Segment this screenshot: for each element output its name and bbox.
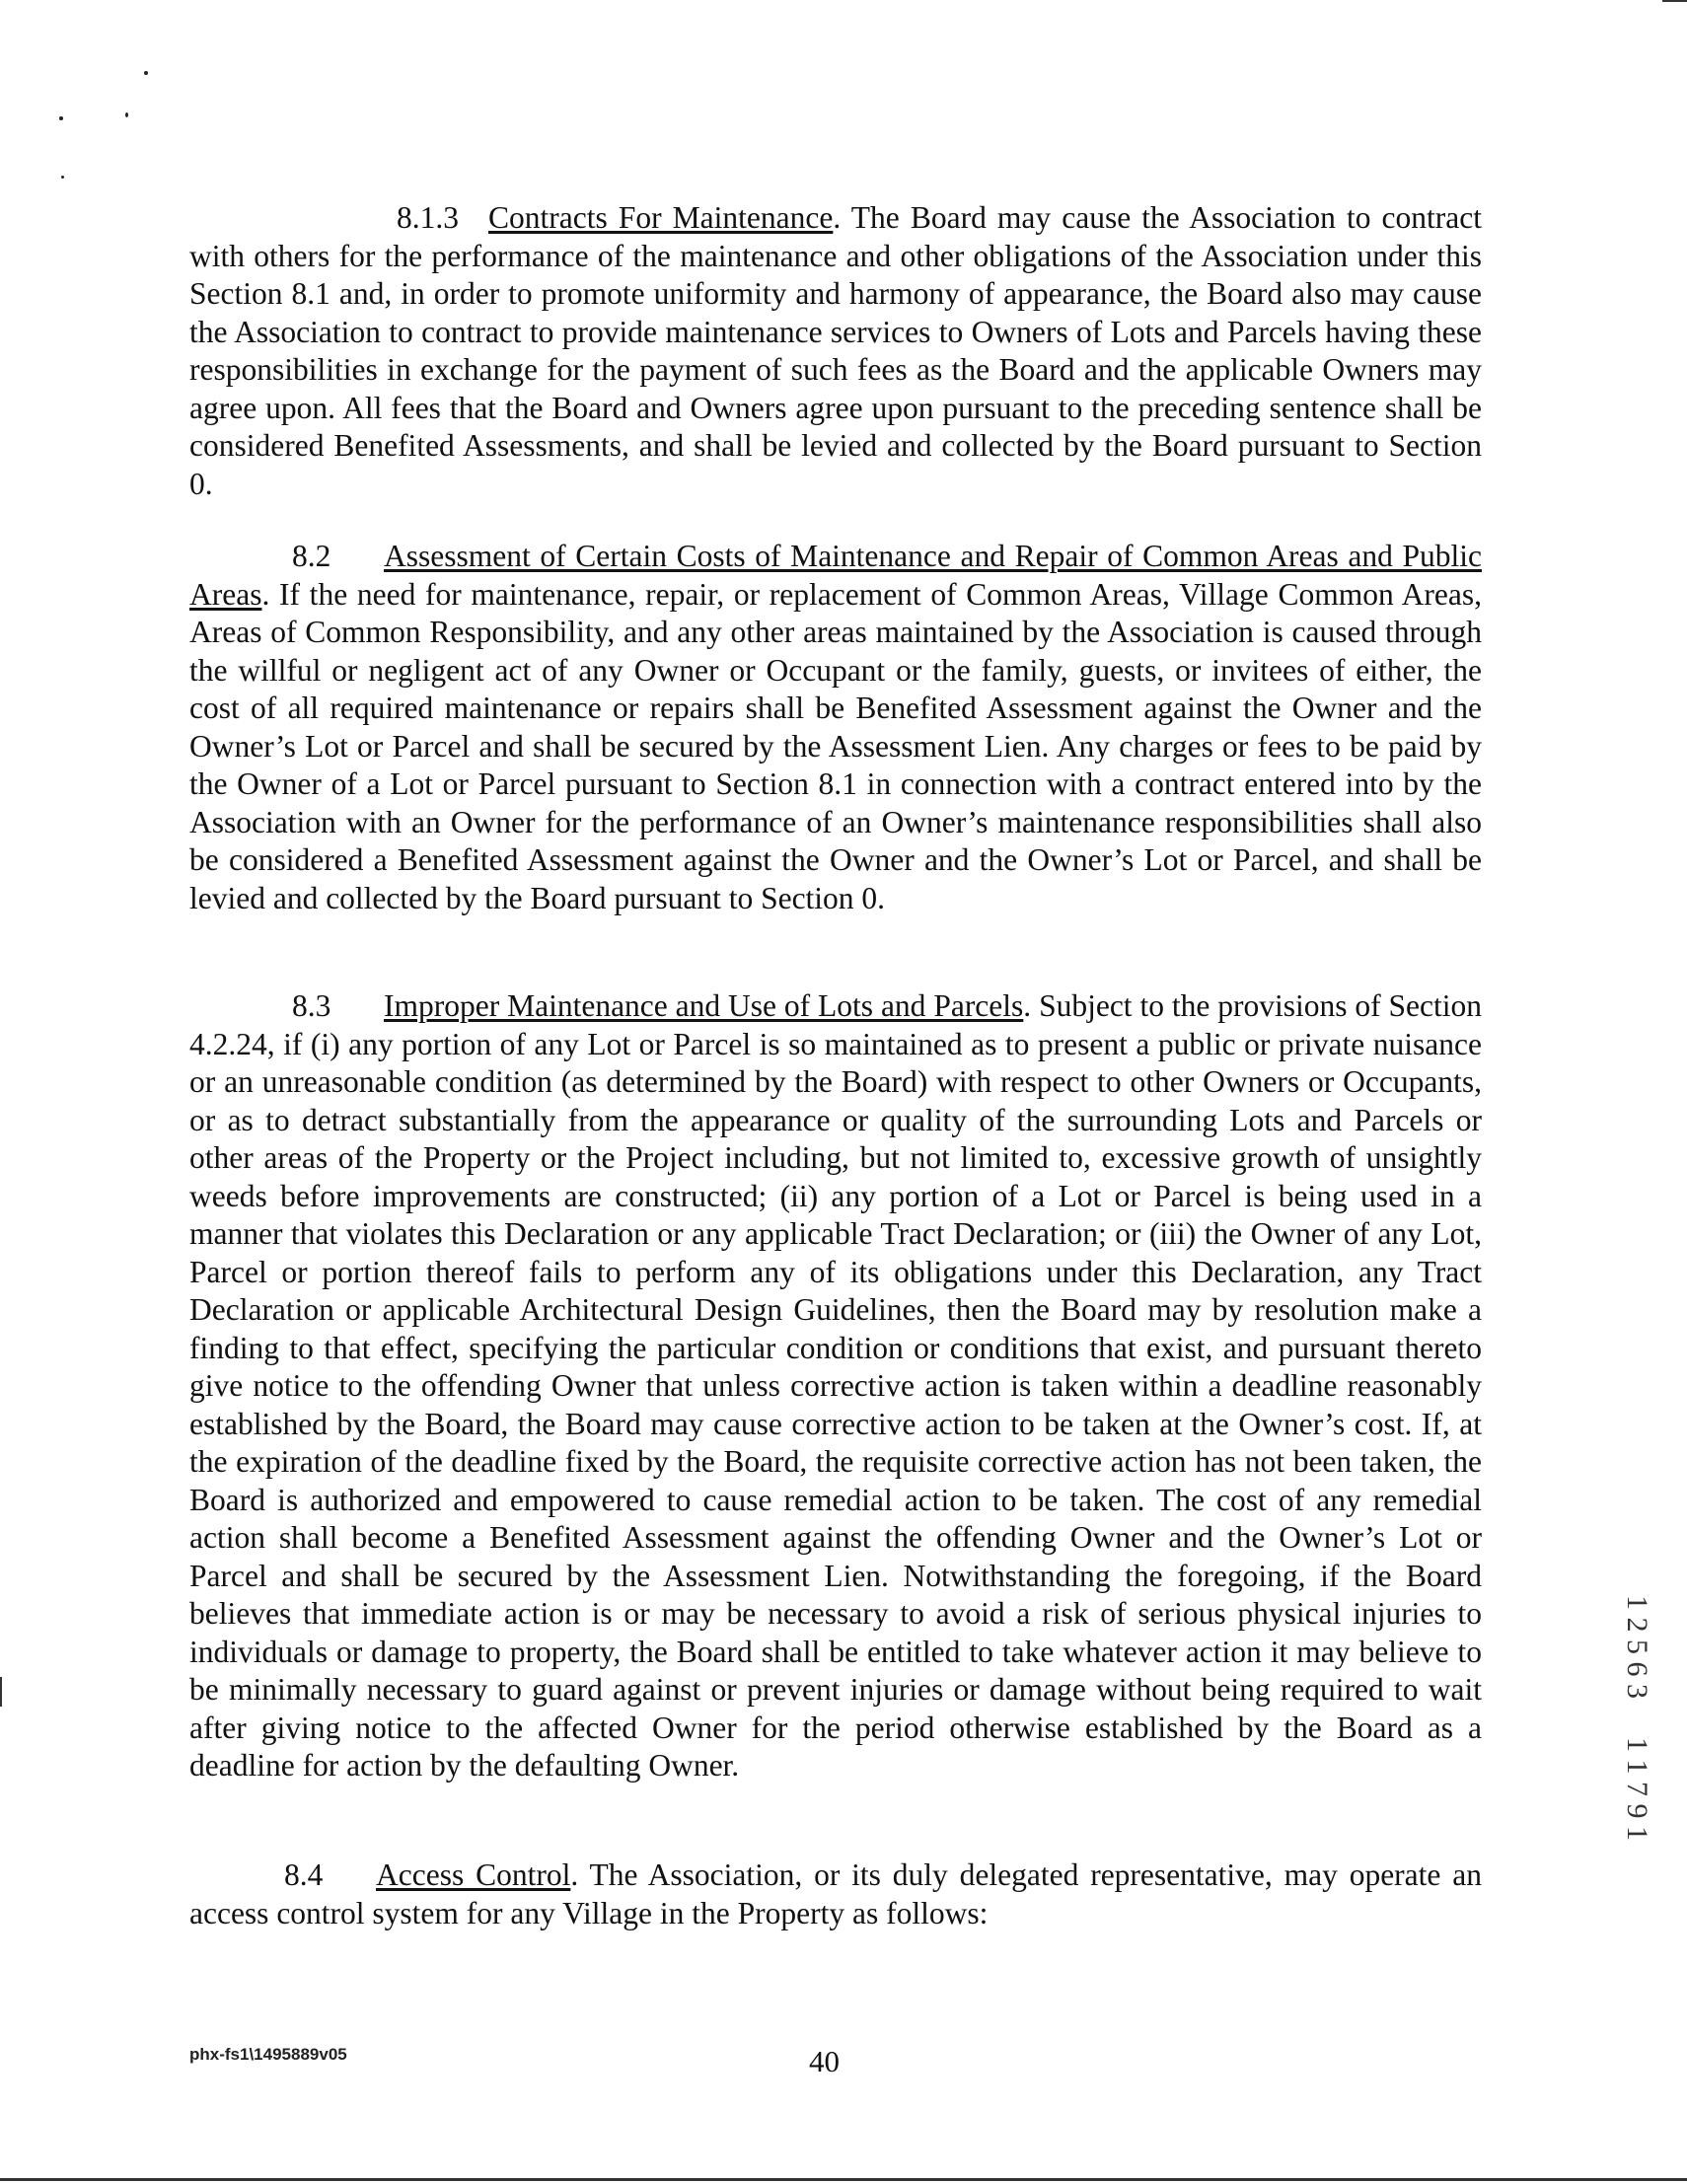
scan-speck (125, 112, 128, 117)
stamp-digits-top: 1 2 5 6 3 (1621, 1595, 1653, 1699)
section-number: 8.4 (284, 1857, 324, 1892)
section-8-3 (189, 987, 1482, 1785)
section-body: . The Board may cause the Association to contract with others for the performance of the maintenance and other obligations of the Association under this Section 8.1 and, in order to promote uniformity and harmony of appearance, the Board also may cause the Association to contract to provide maintenance services to Owners of Lots and Parcels having these responsibilities in exchange for the payment of such fees as the Board and the applicable Owners may agree upon. All fees that the Board and Owners agree upon pursuant to the preceding sentence shall be considered Benefited Assessments, and shall be levied and collected by the Board pursuant to Section 0. (189, 200, 1482, 501)
section-number: 8.2 (292, 539, 331, 573)
recording-number-stamp (1598, 1591, 1653, 1848)
stamp-digits-bottom: 1 1 7 9 1 (1621, 1737, 1653, 1841)
section-body: . If the need for maintenance, repair, or replacement of Common Areas, Village Common Areas, Areas of Common Responsibility, and any other areas maintained by the Association is caused through the willful or negligent act of any Owner or Occupant or the family, guests, or invitees of either, the cost of all required maintenance or repairs shall be Benefited Assessment against the Owner and the Owner’s Lot or Parcel and shall be secured by the Assessment Lien. Any charges or fees to be paid by the Owner of a Lot or Parcel pursuant to Section 8.1 in connection with a contract entered into by the Association with an Owner for the performance of an Owner’s maintenance responsibilities shall also be considered a Benefited Assessment against the Owner and the Owner’s Lot or Parcel, and shall be levied and collected by the Board pursuant to Section 0. (189, 576, 1482, 915)
scan-speck (61, 176, 64, 179)
document-id: phx-fs1\1495889v05 (189, 2045, 347, 2064)
section-body: . Subject to the provisions of Section 4.2.24, if (i) any portion of any Lot or Parcel is so maintained as to present a public or private nuisance or an unreasonable condition (as determined by the Board) with respect to other Owners or Occupants, or as to detract substantially from the appearance or quality of the surrounding Lots and Parcels or other areas of the Property or the Project including, but not limited to, excessive growth of unsightly weeds before improvements are constructed; (ii) any portion of a Lot or Parcel is being used in a manner that violates this Declaration or any applicable Tract Declaration; or (iii) the Owner of any Lot, Parcel or portion thereof fails to perform any of its obligations under this Declaration, any Tract Declaration or applicable Architectural Design Guidelines, then the Board may by resolution make a finding to that effect, specifying the particular condition or conditions that exist, and pursuant thereto give notice to the offending Owner that unless corrective action is taken within a deadline reasonably established by the Board, the Board may cause corrective action to be taken at the Owner’s cost. If, at the expiration of the deadline fixed by the Board, the requisite corrective action has not been taken, the Board is authorized and empowered to cause remedial action to be taken. The cost of any remedial action shall become a Benefited Assessment against the offending Owner and the Owner’s Lot or Parcel and shall be secured by the Assessment Lien. Notwithstanding the foregoing, if the Board believes that immediate action is or may be necessary to avoid a risk of serious physical injuries to individuals or damage to property, the Board shall be entitled to take whatever action it may believe to be minimally necessary to guard against or prevent injuries or damage without being required to wait after giving notice to the affected Owner for the period otherwise established by the Board as a deadline for action by the defaulting Owner. (189, 988, 1482, 1783)
section-heading: Access Control (376, 1857, 571, 1892)
section-heading: Contracts For Maintenance (488, 200, 834, 235)
section-8-4 (189, 1856, 1482, 1932)
section-body: . The Association, or its duly delegated representative, may operate an access control system for any Village in the Property as follows: (189, 1857, 1482, 1930)
scan-edge-line (1662, 0, 1687, 2)
section-8-2 (189, 538, 1482, 917)
scan-edge-line (0, 1677, 2, 1707)
scan-speck (144, 71, 148, 75)
section-number: 8.3 (292, 988, 331, 1023)
section-number: 8.1.3 (397, 200, 459, 235)
section-8-1-3 (189, 199, 1482, 503)
scan-edge-line (0, 2178, 1687, 2181)
page-number: 40 (809, 2044, 840, 2078)
section-heading: Improper Maintenance and Use of Lots and Parcels (384, 988, 1024, 1023)
scan-speck (59, 116, 63, 120)
section-heading: Assessment of Certain Costs of Maintenance and Repair of Common Areas and Public Areas (189, 539, 1482, 612)
